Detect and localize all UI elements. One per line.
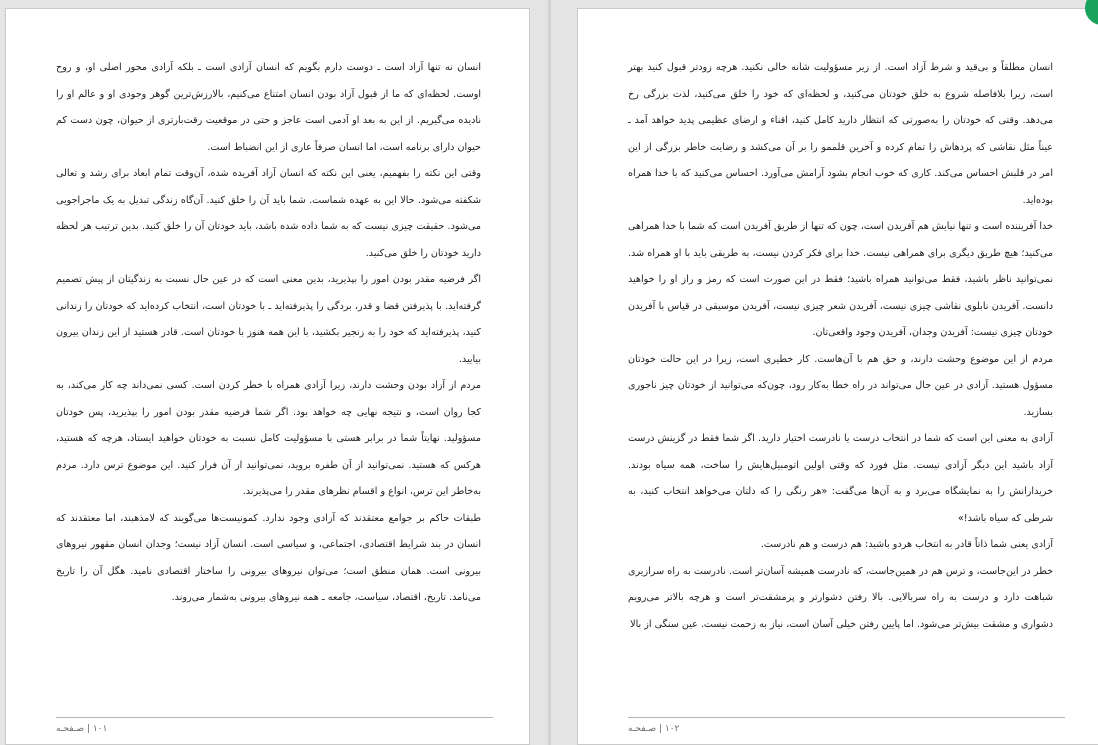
paragraph: مردم از آزاد بودن وحشت دارند، زیرا آزادی همراه با خطر کردن است. کسی نمی‌داند چه کار می‌کند، به کجا روان است، و نتیجه نهایی چه خواهد بود. اگر شما فرضیه مقدر بودن امور را بپذیرید، پس خودتان مسؤولید. نهایتاً شما در برابر هستی با مسؤولیت کامل نسبت به خودتان خواهید ایستاد، هرچه که هستید، هرکس که هستید. نمی‌توانید از آن طفره بروید، نمی‌توانید از آن فرار کنید. این موضوع ترس دارد. مردم به‌خاطر این ترس، انواع و اقسام نظرهای مقدر را می‌پذیرند. [56, 380, 481, 497]
paragraph: انسان مطلقاً و بی‌قید و شرط آزاد است. از زیر مسؤولیت شانه خالی نکنید. هرچه زودتر قبول کنید بهتر است، زیرا بلافاصله شروع به خلق خودتان می‌کنید، و لحظه‌ای که خود را خلق می‌کنید، لذت بزرگی رخ می‌دهد. وقتی که خودتان را به‌صورتی که انتظار دارید کامل کنید، اقناء و ارضای عظیمی پدید خواهد آمد ـ عیناً مثل نقاشی که پردهاش را تمام کرده و آخرین قلممو را بر آن می‌کشد و رضایت خاطر بزرگی از این امر در قلبش احساس می‌کند. کاری که خوب انجام بشود آرامش می‌آورد. احساس می‌کنید که با خدا همراه بوده‌اید. [628, 62, 1053, 206]
page-body [56, 55, 481, 612]
paragraph: آزادی به معنی این است که شما در انتخاب درست یا نادرست اختیار دارید. اگر شما فقط در گزینش درست آزاد باشید این دیگر آزادی نیست. مثل فورد که وقتی اولین اتومبیل‌هایش را ساخت، همه سیاه بودند. خریدارانش را به نمایشگاه می‌برد و به آن‌ها می‌گفت: «هر رنگی را که دلتان می‌خواهد انتخاب کنید، به شرطی که سیاه باشد!» [628, 433, 1053, 524]
paragraph: خطر در این‌جاست، و ترس هم در همین‌جاست، که نادرست همیشه آسان‌تر است. نادرست به راه سرازیری شباهت دارد و درست به راه سربالایی. بالا رفتن دشوارتر و پرمشقت‌تر است و هرچه بالاتر می‌رویم دشواری و مشقت بیش‌تر می‌شود. اما پایین رفتن خیلی آسان است، نیاز به زحمت نیست. عین سنگی از بالا [628, 565, 1053, 630]
paragraph: آزادی یعنی شما ذاتاً قادر به انتخاب هردو باشید: هم درست و هم نادرست. [760, 539, 1053, 550]
footer-divider [56, 717, 493, 718]
footer-divider [628, 717, 1065, 718]
paragraph: طبقات حاکم بر جوامع معتقدند که آزادی وجود ندارد. کمونیست‌ها می‌گویند که لامذهبند، اما معتقدند که انسان در بند شرایط اقتصادی، اجتماعی، و سیاسی است. انسان آزاد نیست؛ وجدان انسان مقهور نیروهای بیرونی است. همان منطق است؛ می‌توان نیروهای بیرونی را ساختار اقتصادی نامید. هگل آن را تاریخ می‌نامد. تاریخ، اقتصاد، سیاست، جامعه ـ همه نیروهای بیرونی به‌شمار می‌روند. [56, 512, 481, 603]
paragraph: مردم از این موضوع وحشت دارند، و حق هم با آن‌هاست. کار خطیری است، زیرا در این حالت خودتان مسؤول هستید. آزادی در عین حال می‌تواند در راه خطا به‌کار رود، چون‌که می‌توانید از خودتان چیز ناجوری بسازید. [628, 353, 1053, 418]
page-left [5, 8, 530, 745]
corner-badge-icon [1085, 0, 1098, 25]
page-body [628, 55, 1053, 638]
paragraph: وقتی این نکته را بفهمیم، یعنی این نکته که انسان آزاد آفریده شده، آن‌وقت تمام ابعاد برای رشد و تعالی شکفته می‌شود. حالا این به عهده شماست. شما باید آن را خلق کنید. آن‌گاه زندگی تبدیل به یک ماجراجویی می‌شود. حقیقت چیزی نیست که به شما داده شده باشد، باید خودتان آن را خلق کنید. بدین ترتیب هر لحظه دارید خودتان را خلق می‌کنید. [56, 168, 481, 259]
paragraph: انسان نه تنها آزاد است ـ دوست دارم بگویم که انسان آزادی است ـ بلکه آزادی محور اصلی او، و روح اوست. لحظه‌ای که ما از قبول آزاد بودن انسان امتناع می‌کنیم، بالارزش‌ترین گوهر وجودی او و عالم او را نادیده می‌گیریم. از این به بعد او آدمی است عاجز و حتی در موقعیت رقت‌بارتری از حیوان، چون دست کم حیوان دارای برنامه است، اما انسان صرفاً عاری از این انضباط است. [56, 62, 481, 153]
paragraph: خدا آفریننده است و تنها نیایش هم آفریدن است، چون که تنها از طریق آفریدن است که شما با خدا همراهی می‌کنید؛ هیچ طریق دیگری برای همراهی نیست. خدا برای فکر کردن نیست، به طریقی باید با او همراه شد. نمی‌توانید ناظر باشید، فقط می‌توانید همراه باشید؛ فقط در این صورت است که رمز و راز او را خواهید دانست. آفریدن نابلوی نقاشی چیزی نیست، آفریدن شعر چیزی نیست، آفریدن موسیقی در قیاس با آفریدن خودتان چیزی نیست: آفریدن وجدان، آفریدن وجود واقعی‌تان. [628, 221, 1053, 338]
page-number: ١٠٢ | صـفحـه [628, 724, 680, 734]
paragraph: اگر فرضیه مقدر بودن امور را بپذیرید، بدین معنی است که در عین حال نسبت به زندگیتان از پیش تصمیم گرفته‌اید. با پذیرفتن قضا و قدر، بردگی را پذیرفته‌اید ـ با خودتان است، انتخاب کرده‌اید که خودتان را زندانی کنید، پذیرفته‌اید که خود را به زنجیر بکشید، با این همه هنوز با خودتان است. قادر هستید از این زندان بیرون بیایید. [56, 274, 481, 365]
page-separator [548, 0, 551, 745]
page-number: ١٠١ | صـفحـه [56, 724, 108, 734]
page-right [577, 8, 1098, 745]
